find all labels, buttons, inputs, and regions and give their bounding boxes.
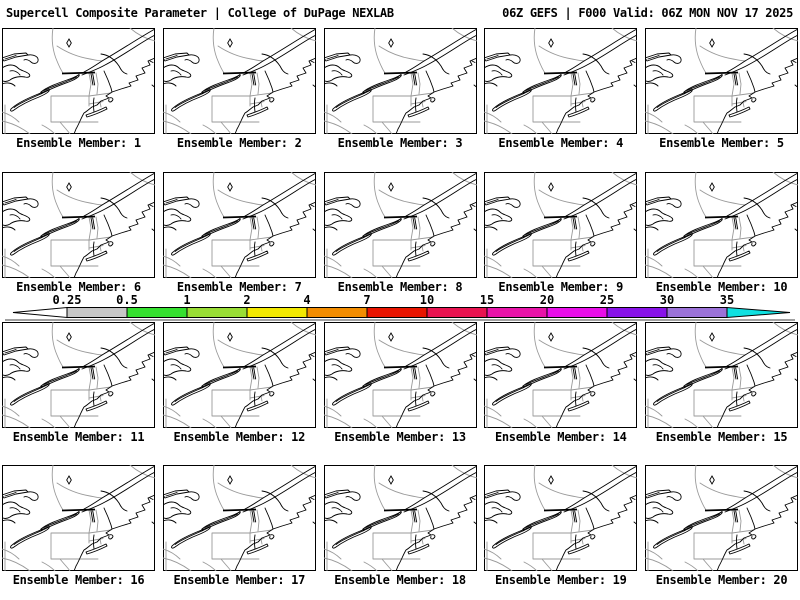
map-panel (2, 322, 155, 428)
map-panel (484, 322, 637, 428)
panel-row-1 (0, 28, 800, 150)
ensemble-panel (2, 322, 155, 444)
colorbar-segment (307, 308, 367, 318)
map-panel (324, 465, 477, 571)
tick-label: 1 (183, 293, 191, 307)
map-panel (484, 172, 637, 278)
colorbar-segment (547, 308, 607, 318)
ensemble-panel (163, 28, 316, 150)
tick-label: 15 (479, 293, 495, 307)
tick-label: 7 (363, 293, 371, 307)
panel-label: Ensemble Member: 5 (659, 136, 784, 150)
ensemble-panel (163, 465, 316, 587)
panel-label: Ensemble Member: 6 (16, 280, 141, 294)
tick-label: 30 (659, 293, 675, 307)
map-panel (324, 322, 477, 428)
panel-label: Ensemble Member: 19 (494, 573, 627, 587)
ensemble-panel (324, 172, 477, 294)
panel-label: Ensemble Member: 13 (334, 430, 466, 444)
tick-label: 2 (243, 293, 251, 307)
tick-label: 20 (539, 293, 555, 307)
panel-label: Ensemble Member: 4 (498, 136, 624, 150)
product-title: Supercell Composite Parameter | College of DuPage NEXLAB (6, 6, 394, 20)
panel-label: Ensemble Member: 9 (498, 280, 624, 294)
tick-label: 4 (303, 293, 311, 307)
ensemble-panel (163, 322, 316, 444)
panel-label: Ensemble Member: 7 (176, 280, 302, 294)
ensemble-panel (2, 28, 155, 150)
tick-label: 0.25 (52, 293, 82, 307)
colorbar-segment (127, 308, 187, 318)
tick-label: 25 (599, 293, 615, 307)
ensemble-panel (163, 172, 316, 294)
panel-label: Ensemble Member: 10 (655, 280, 788, 294)
ensemble-panel (324, 28, 477, 150)
ensemble-panel (645, 465, 798, 587)
below-min-arrow (13, 308, 67, 318)
model-valid-time: 06Z GEFS | F000 Valid: 06Z MON NOV 17 2025 (502, 6, 793, 20)
ensemble-panel (645, 172, 798, 294)
colorbar-segment (607, 308, 667, 318)
colorbar-segments (67, 308, 727, 318)
ensemble-panel (484, 465, 637, 587)
map-panel (163, 28, 316, 134)
map-panel (2, 28, 155, 134)
panel-label: Ensemble Member: 3 (337, 136, 463, 150)
tick-label: 35 (719, 293, 735, 307)
panel-label: Ensemble Member: 2 (176, 136, 302, 150)
colorbar-segment (67, 308, 127, 318)
panel-row-3 (0, 322, 800, 444)
tick-label: 0.5 (116, 293, 138, 307)
colorbar-segment (667, 308, 727, 318)
above-max-arrow (727, 308, 790, 318)
map-panel (484, 465, 637, 571)
panel-label: Ensemble Member: 8 (337, 280, 463, 294)
ensemble-panel (645, 322, 798, 444)
map-panel (645, 172, 798, 278)
ensemble-panel (2, 465, 155, 587)
map-panel (163, 322, 316, 428)
panel-label: Ensemble Member: 12 (173, 430, 306, 444)
map-panel (2, 465, 155, 571)
map-panel (2, 172, 155, 278)
map-panel (324, 28, 477, 134)
colorbar-tick-labels (53, 293, 735, 307)
colorbar-segment (187, 308, 247, 318)
ensemble-panel (324, 322, 477, 444)
scp-colorbar (0, 293, 800, 321)
map-panel (324, 172, 477, 278)
ensemble-panel (2, 172, 155, 294)
map-panel (645, 465, 798, 571)
panel-label: Ensemble Member: 11 (12, 430, 145, 444)
ensemble-panel (484, 28, 637, 150)
panel-label: Ensemble Member: 15 (655, 430, 788, 444)
map-panel (163, 172, 316, 278)
ensemble-panel (324, 465, 477, 587)
panel-row-2 (0, 172, 800, 294)
tick-label: 10 (419, 293, 435, 307)
colorbar-segment (427, 308, 487, 318)
map-panel (645, 28, 798, 134)
colorbar-segment (367, 308, 427, 318)
map-panel (163, 465, 316, 571)
panel-label: Ensemble Member: 20 (655, 573, 788, 587)
panel-label: Ensemble Member: 14 (494, 430, 627, 444)
panel-label: Ensemble Member: 16 (12, 573, 145, 587)
map-panel (645, 322, 798, 428)
colorbar-segment (247, 308, 307, 318)
panel-label: Ensemble Member: 17 (173, 573, 306, 587)
ensemble-panel (645, 28, 798, 150)
ensemble-panel (484, 172, 637, 294)
colorbar-segment (487, 308, 547, 318)
panel-row-4 (0, 465, 800, 587)
panel-label: Ensemble Member: 1 (16, 136, 141, 150)
panel-label: Ensemble Member: 18 (334, 573, 466, 587)
map-panel (484, 28, 637, 134)
ensemble-panel (484, 322, 637, 444)
